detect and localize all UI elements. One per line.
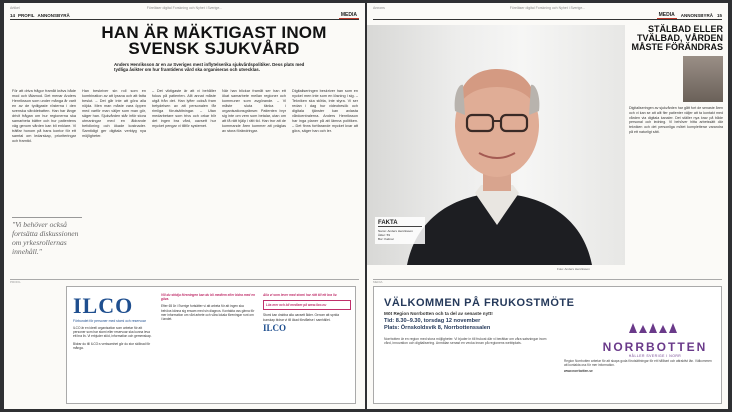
frukost-subtitle: Möt Region Norrbotten och ta del av senaste nytt! bbox=[384, 311, 493, 316]
ilco-logo-sub: Förbundet för personer med stomi och reservoar bbox=[73, 319, 146, 323]
frukost-time-line: Tid: 8.30–9.30, torsdag 12 november bbox=[384, 318, 481, 324]
sidebar-headline: STÄLBAD ELLER TVÄLBAD, VÅRDEN MÅSTE FÖRÄNDRAS bbox=[631, 24, 723, 52]
headline: HAN ÄR MÄKTIGAST INOM SVENSK SJUKVÅRD bbox=[101, 23, 327, 58]
frukost-title: VÄLKOMMEN PÅ FRUKOSTMÖTE bbox=[384, 297, 575, 309]
norrbotten-tagline: HÅLLER SVERIGE I NORR bbox=[628, 354, 682, 358]
runner-left: Artikel bbox=[10, 5, 20, 10]
folio-date: ANNONSBYRÅ bbox=[37, 13, 70, 18]
page-footer: MEDIA bbox=[373, 279, 722, 284]
right-page bbox=[367, 3, 728, 409]
norrbotten-description: Region Norrbotten arbetar för att skapa goda förutsättningar för ett hållbart och attraktivt län. Välkommen att kontakta oss för mer information. bbox=[564, 359, 712, 368]
photo-credit: Foto: Anders Henriksson bbox=[557, 267, 590, 271]
folio bbox=[10, 12, 359, 20]
magazine-spread bbox=[4, 3, 728, 409]
fakta-line: Bor: Kalmar bbox=[378, 237, 394, 241]
ilco-ad-left bbox=[73, 293, 153, 350]
body-column-1: För att driva frågor framåt krävs både mod och tålamod. Det menar Anders Henriksson som under många år varit en av de tydligaste rösterna i den svenska vårddebatten. Han har länge drivit frågan om hur regionerna ska samarbeta bättre och hur patientens väg genom vården kan bli enklare. Vi träffar honom på hans kontor för ett samtal om ledarskap, prioriteringar och framtid. bbox=[12, 89, 76, 143]
page-footer: PROFIL bbox=[10, 279, 359, 284]
ilco-ad-right bbox=[263, 293, 351, 333]
ilco-right-text: Stomi kan drabba alla oavsett ålder. Genom att sprida kunskap bidrar vi till ökad förståelse i samhället. bbox=[263, 313, 340, 322]
pull-quote: "Vi behöver också fortsätta diskussionen om yrkesrollernas innehåll." bbox=[12, 217, 82, 256]
frukost-advertisement[interactable] bbox=[373, 286, 722, 404]
columnist-photo bbox=[683, 56, 723, 102]
running-header bbox=[367, 3, 728, 12]
ilco-mid-highlight: Vill du stödja föreningen kan du bli medlem eller bidra med en gåva. bbox=[161, 293, 255, 302]
folio-date: ANNONSBYRÅ bbox=[680, 13, 713, 18]
norrbotten-wordmark: NORRBOTTEN bbox=[602, 340, 708, 354]
ilco-left-highlight: Bidrar du till ILCO:s verksamhet gör du stor skillnad för många. bbox=[73, 341, 151, 350]
norrbotten-logo bbox=[600, 321, 710, 358]
ilco-cta-box[interactable]: Läs mer och bli medlem på www.ilco.nu bbox=[263, 300, 351, 310]
runner-left: Annons bbox=[373, 5, 385, 10]
norrbotten-text bbox=[564, 359, 714, 374]
ilco-logo: ILCO bbox=[73, 293, 134, 318]
sidebar-column bbox=[629, 25, 723, 135]
frukost-place-line: Plats: Örnskoldsvik 8, Norrbottenssalen bbox=[384, 325, 491, 331]
running-header bbox=[4, 3, 365, 12]
frukost-time bbox=[384, 318, 490, 332]
body-column-5: Digitaliseringen beskriver han som en nyckel men inte som en lösning i sig. – Tekniken ska stötta, inte styra. Vi ser redan i dag hur videobesök och digitala tjänster kan avlasta vårdcentralerna. Anders Henriksson har inga planer på att lämna politiken. – Det finns fortfarande mycket kvar att göra, säger han och ler. bbox=[292, 89, 358, 133]
runner-text: Föreläser digital Forskning och Nyhet i Sverige... bbox=[509, 5, 586, 10]
sidebar-body: Digitaliseringen av sjukvården har gått fort de senaste åren och vi kan se att allt fler patienter väljer att ta kontakt med vården via digitala kanaler. Det ställer nya krav på både personal och ledning. Vi behöver hitta arbetssätt där tekniken och det personliga mötet kompletterar varandra på ett naturligt sätt. bbox=[629, 106, 723, 134]
left-page bbox=[4, 3, 365, 409]
fakta-line: Ålder: 59 bbox=[378, 233, 391, 237]
body-column-4: När han blickar framåt ser han ett ökat samarbete mellan regioner och kommuner som avgörande. – Vi måste sluta tänka i organisationsgränser. Patienten bryr sig inte om vem som betalar, utan om att få rätt hjälp i rätt tid. Han tror att de kommande åren kommer att präglas av stora förändringar. bbox=[222, 89, 286, 133]
ilco-right-highlight: Alla vi som lever med stomi har rätt till ett bra liv. bbox=[263, 293, 338, 297]
folio-publication: PROFIL bbox=[18, 13, 35, 18]
ingress: Anders Henriksson är en av Sveriges mest inflytelserika sjukvårdspolitiker. Dess plats med tydliga åsikter om hur framtidens vård ska organiseras och utvecklas. bbox=[114, 62, 305, 73]
norrbotten-logo-mark bbox=[625, 321, 685, 335]
fakta-line: Namn: Anders Henriksson bbox=[378, 229, 413, 233]
ilco-advertisement[interactable] bbox=[66, 286, 356, 404]
ilco-mini-logo: ILCO bbox=[263, 322, 287, 333]
norrbotten-url[interactable]: www.norrbotten.se bbox=[564, 369, 593, 374]
frukost-body: Norrbotten är en region med stora möjligheter. Vi bjuder in till frukost där vi berättar om våra satsningar inom vård, innovation och digitalisering. Anmälan senast en vecka innan på regionens webbplats. bbox=[384, 337, 547, 346]
fakta-title: FAKTA bbox=[378, 220, 422, 227]
folio bbox=[373, 12, 722, 20]
section-tag: MEDIA bbox=[658, 12, 675, 18]
body-column-3: – Det viktigaste är att vi behåller fokus på patienten. Allt annat måste utgå från det. Han lyfter också fram betydelsen av att personalen får rimliga förutsättningar. – Utan medarbetare som trivs och orkar blir det ingen bra vård, oavsett hur mycket pengar vi tillför systemet. bbox=[152, 89, 216, 128]
body-column-2: Han beskriver sin roll som en kombination av att lyssna och att fatta beslut. – Det går inte att göra alla nöjda. Men man måste vara öppen med varför man väljer som man gör, säger han. Sjukvården står inför stora utmaningar med en åldrande befolkning och ökade kostnader. Samtidigt ger digitala verktyg nya möjligheter. bbox=[82, 89, 146, 138]
folio-number: 15 bbox=[716, 13, 722, 18]
ilco-ad-middle bbox=[161, 293, 255, 321]
ilco-mid-text: Efter 65 år i Sverige fortsätter vi att arbeta för att ingen ska behöva känna sig ensam med sin diagnos. Kontakta oss gärna för mer information om vårt arbete och våra lokala föreningar runt om i landet. bbox=[161, 304, 255, 322]
section-tag: MEDIA bbox=[340, 12, 357, 18]
folio-number: 14 bbox=[10, 13, 16, 18]
fakta-box bbox=[375, 217, 425, 244]
ilco-left-text: ILCO är en ideell organisation som arbetar för att personer som har stomi eller reservoar ska kunna leva ett bra liv. Vi erbjuder stöd, information och gemenskap. bbox=[73, 326, 152, 339]
runner-text: Föreläser digital Forskning och Nyhet i Sverige... bbox=[146, 5, 223, 10]
